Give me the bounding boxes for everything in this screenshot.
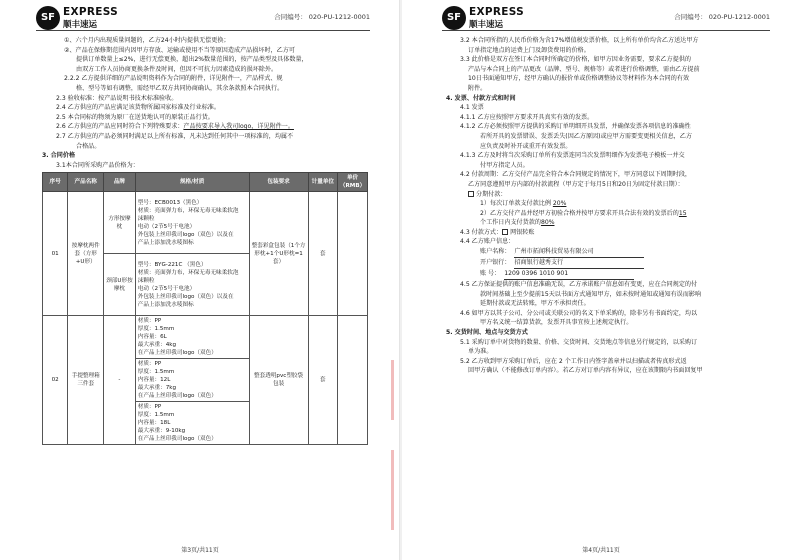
column-header: 规格/材质 — [135, 173, 249, 192]
text-line: 甲方名义统一结算货款，发票开具事宜按上述规定执行。 — [480, 319, 633, 327]
spec-cell — [135, 359, 249, 402]
account-value: 广州市拓闻科技贸易有限公司 — [514, 247, 644, 258]
payment-term-percent: 80% — [540, 219, 555, 227]
text-line: 若所开具的发票错误、发票丢失(因乙方原因)或应甲方需要变更相关信息，乙方 — [480, 132, 692, 140]
brand-cell: - — [104, 316, 136, 445]
text-line: 4.1.1 乙方应按照甲方要求开具真实有效的发票。 — [460, 113, 594, 121]
brand-cell — [104, 192, 136, 254]
spec-line: 在产品上丝印我司logo（双色） — [137, 350, 217, 357]
text-line: 附件。 — [468, 84, 487, 92]
spec-cell — [135, 316, 249, 359]
page-footer: 第4页/共11页 — [582, 547, 620, 554]
spec-line: 最大承重：9-10kg — [137, 428, 186, 435]
account-row — [480, 258, 774, 269]
spec-line: 沫颗粒 — [137, 215, 155, 222]
text-line: 2.7 乙方供应的产品必须同时满足以上所有标准，凡未达到任何其中一项标准的，均属不 — [56, 132, 294, 140]
text-line: 3.2 本合同所指的人民币价格为含17%增值税发票价格，以上所有单价均含乙方送达甲方 — [460, 37, 699, 44]
spec-cell — [135, 192, 249, 254]
spec-line: 材质：PP — [137, 318, 162, 325]
product-name: 手提整理箱三件套 — [68, 316, 104, 445]
text-line — [446, 218, 774, 228]
text-line: 4.1.3 乙方及时将当次采购订单所有发票连同当次发票明细作为发票电子模板一并交 — [460, 152, 685, 160]
text-line — [446, 209, 774, 219]
section-heading: 4. 发票、付款方式和时间 — [446, 94, 516, 102]
clause-2-6-text: 2.6 乙方供应的产品应同时符合下列特殊要求： — [56, 123, 184, 131]
text-line: 4.5 乙方保证提供的账户信息准确无误，乙方承诺账户信息如有变更，应在合同规定的付 — [460, 281, 698, 289]
section-heading: 3. 合同价格 — [42, 152, 76, 160]
account-row — [480, 269, 774, 280]
installment-label: 分期付款： — [476, 190, 507, 198]
spec-line: 最大承重：4kg — [137, 342, 177, 349]
spec-line: 厚度：1.5mm — [137, 369, 175, 376]
packaging-cell: 整套彩盒包装（1个方形枕+1个U形枕=1套） — [249, 192, 308, 316]
contract-number: 合同编号： 020-PU-1212-0001 — [674, 13, 770, 21]
text-line: 4.1.2 乙方必须按照甲方提供的采购订单明细开具发票，并确保发票各项信息的准确性 — [460, 123, 691, 131]
column-header: 单价（RMB） — [338, 173, 368, 192]
column-header: 产品名称 — [68, 173, 104, 192]
text-line: 10日书面通知甲方，经甲方确认的报价单或价格调整协议等材料作为本合同的有效 — [468, 75, 690, 83]
spec-line: 材质：PP — [137, 404, 162, 411]
checkbox-installment[interactable] — [468, 191, 474, 197]
section-heading: 5. 交货时间、地点与交货方式 — [446, 329, 528, 337]
column-header: 序号 — [43, 173, 68, 192]
sub-product-name: 颈部U形按摩枕 — [106, 277, 133, 292]
spec-line: 厚度：1.5mm — [137, 326, 175, 333]
text-line: 乙方同意遵照甲方内部的付款流程（甲方定于每月5日和20日为固定付款日期）： — [468, 180, 684, 188]
spec-line: 外包装上丝印我司logo（双色）以及在 — [137, 231, 234, 238]
text-line: 应负责及时补开或重开有效发票。 — [480, 142, 572, 150]
account-key: 开户银行： — [480, 259, 511, 267]
page-header — [442, 4, 770, 38]
account-value: 招商银行越秀支行 — [514, 258, 644, 269]
price-table — [42, 172, 368, 445]
spec-line: 产品上添加洗水唛图标 — [137, 301, 194, 308]
account-value: 1209 0396 1010 901 — [504, 269, 634, 280]
account-row — [480, 247, 774, 258]
spec-line: 型号：BYG-221C （黑色） — [137, 261, 207, 268]
spec-line: 内容量：18L — [137, 420, 171, 427]
table-header-row — [43, 173, 368, 192]
account-key: 账 号： — [480, 270, 501, 278]
checkbox-bank-transfer[interactable] — [502, 229, 508, 235]
spec-line: 内容量：12L — [137, 377, 171, 384]
page-header — [36, 4, 370, 38]
text-line: 款时间基础上至少提前15天以书面方式通知甲方，如未按时通知或通知有误而影响 — [480, 290, 702, 298]
payment-method-value: 网银转账 — [510, 228, 535, 236]
price-cell — [338, 316, 368, 445]
text-line: 2.5 本合同标的物须为原厂在送货地认可的原装正品行货。 — [56, 113, 214, 121]
text-line — [446, 199, 774, 209]
spec-line: 材质：亮面弹力布，环保无毒无味柔软泡 — [137, 269, 239, 276]
spec-line: 电动（2节5号干电池） — [137, 285, 196, 292]
price-cell — [338, 192, 368, 316]
spec-line: 厚度：1.5mm — [137, 412, 175, 419]
payment-ratio-text: 1）每次订单款支付款比例 — [480, 200, 553, 208]
sf-express-logo — [36, 6, 132, 32]
logo-chinese-text: 顺丰速运 — [63, 20, 98, 30]
sub-product-name: 方形按摩枕 — [108, 215, 131, 230]
logo-chinese-text: 顺丰速运 — [469, 20, 504, 30]
row-number: 01 — [43, 192, 68, 316]
page-3-body — [42, 36, 368, 445]
spec-line: 型号：ECB0013（黑色） — [137, 199, 203, 206]
text-line: 2.4 乙方供应的产品应满足该货物所属国家标准及行业标准。 — [56, 104, 220, 112]
text-line: ②、产品在保修期范围内因甲方存放、运输或使用不当等原因造成产品损坏时，乙方可 — [64, 46, 295, 54]
payment-ratio-unit: % — [560, 200, 567, 208]
payment-term-days: 15 — [678, 209, 687, 217]
payment-ratio-value: 20 — [552, 200, 561, 208]
text-line: 4.4 乙方账户信息： — [460, 238, 515, 246]
column-header: 品牌 — [104, 173, 136, 192]
text-line: 2.3 验收标准：按产品说明书技术标准验收。 — [56, 94, 178, 102]
logo-english-text: EXPRESS — [469, 6, 524, 18]
spec-cell — [135, 254, 249, 316]
clause-2-6-underlined: 产品按要求导入我司logo，详见附件一。 — [183, 123, 294, 131]
page-footer: 第3页/共11页 — [181, 547, 219, 554]
packaging-cell: 整套透明pvc塑胶袋包装 — [249, 316, 308, 445]
logo-english-text: EXPRESS — [63, 6, 118, 18]
account-key: 账户名称： — [480, 248, 511, 256]
payment-method-label: 4.3 付款方式： — [460, 228, 503, 236]
sf-logo-mark: SF — [442, 6, 466, 30]
brand-cell — [104, 254, 136, 316]
text-line: 合格品。 — [76, 142, 101, 150]
header-rule — [442, 30, 770, 31]
text-line: 4.2 付款周期：乙方交付产品完全符合本合同规定的情况下，甲方同意以下周期时段， — [460, 171, 692, 179]
spec-line: 在产品上丝印我司logo（双色） — [137, 393, 217, 400]
spec-line: 产品上添加洗水唛图标 — [137, 239, 194, 246]
text-line: 3.1本合同所采购产品价格为： — [56, 161, 139, 169]
text-line: 回甲方确认（不能修改订单内容）。若乙方对订单内容有异议，应在该期限内书面回复甲 — [468, 367, 703, 375]
text-line: 提供订单数量上≤2%，进行无偿更换，超出2%数量范围的，按产品类型及具体数量， — [76, 56, 308, 64]
text-line: 5.1 采购订单中对货物的数量、价格、交货时间、交货地点等信息另行规定的，以采购订 — [460, 338, 698, 346]
text-line: 订单指定地点的运费上门及卸货费用的价格。 — [468, 46, 590, 54]
spec-line: 在产品上丝印我司logo（双色） — [137, 436, 217, 443]
spec-line: 电动（2节5号干电池） — [137, 223, 196, 230]
text-line — [446, 190, 774, 200]
text-line: 2.2.2 乙方提供详细的产品说明资料作为合同的附件，详见附件一，产品样式、规 — [64, 75, 283, 83]
payment-term-text-2: 个工作日内支付货款的 — [480, 219, 541, 227]
account-info — [480, 247, 774, 280]
text-line: 格、型号等如有调整，需经甲乙双方共同协商确认，其余条款照本合同执行。 — [76, 84, 284, 92]
row-number: 02 — [43, 316, 68, 445]
spec-line: 外包装上丝印我司logo（双色）以及在 — [137, 293, 234, 300]
spec-line: 最大承重：7kg — [137, 385, 177, 392]
payment-term-text: 2）乙方交付产品并经甲方初验合格并按甲方要求开具合法有效的发票后的 — [480, 209, 679, 217]
scan-artifact — [391, 450, 394, 530]
text-line: 4.1 发票 — [460, 104, 484, 112]
text-line: 付甲方指定人员。 — [480, 161, 529, 169]
text-line: 由双方工作人员协商更换条件及时间，但因不可抗力因素造成的损坏除外。 — [76, 65, 278, 73]
spec-line: 沫颗粒 — [137, 277, 155, 284]
spec-cell — [135, 402, 249, 445]
table-row — [43, 192, 368, 254]
column-header: 包装要求 — [249, 173, 308, 192]
text-line: ①、六个月内出现质量问题的，乙方24小时内提供无偿更换； — [64, 37, 230, 44]
text-line: 产品与本合同上的产品更改（品牌、型号、规格等）或者进行价格调整，需由乙方提前 — [468, 65, 700, 73]
spec-line: 材质：PP — [137, 361, 162, 368]
text-line — [42, 122, 368, 132]
text-line: 4.6 如甲方以其子公司、分公司或关联公司的名义下单采购的，除非另有书面约定，均以 — [460, 309, 698, 317]
document-page-4 — [402, 0, 800, 560]
text-line: 3.3 此价格是双方在签订本合同时所确定的价格，如甲方因业务需要，要求乙方提供的 — [460, 56, 692, 64]
scan-artifact — [391, 360, 394, 420]
unit-cell: 套 — [308, 192, 338, 316]
spec-line: 材质：亮面弹力布，环保无毒无味柔软泡 — [137, 207, 239, 214]
column-header: 计量单位 — [308, 173, 338, 192]
contract-number: 合同编号： 020-PU-1212-0001 — [274, 13, 370, 21]
page-4-body — [446, 36, 774, 376]
sf-logo-mark: SF — [36, 6, 60, 30]
text-line: 延期付款或无法转账，甲方不承担责任。 — [480, 300, 590, 308]
unit-cell: 套 — [308, 316, 338, 445]
product-name: 按摩枕两件套（方形+U形） — [68, 192, 104, 316]
text-line: 单为准。 — [468, 348, 493, 356]
sf-express-logo — [442, 6, 538, 32]
header-rule — [36, 30, 370, 31]
table-row — [43, 316, 368, 359]
text-line — [446, 228, 774, 238]
text-line: 5.2 乙方收到甲方采购订单后，应在 2 个工作日内签字盖章并以扫描或者传真形式返 — [460, 357, 687, 365]
spec-line: 内容量：6L — [137, 334, 167, 341]
